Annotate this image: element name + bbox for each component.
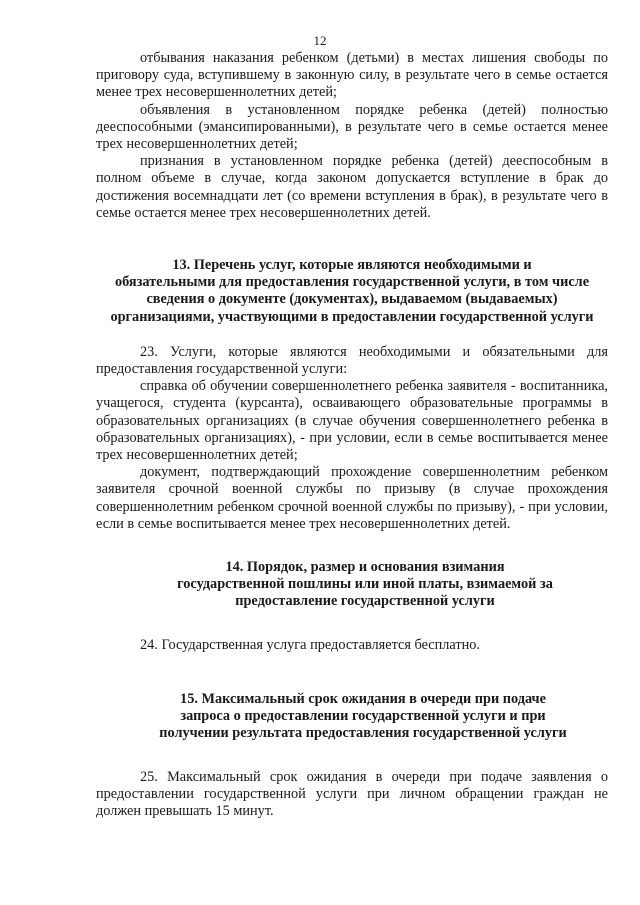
section-13-item-military-document: документ, подтверждающий прохождение совершеннолетним ребенком заявителя срочной военной службы по призыву (в случае прохождения совершеннолетним ребенком срочной военной службы по призыву), - при условии, если в семье воспитывается менее трех несовершеннолетних детей. <box>96 464 608 532</box>
section-13-heading <box>96 257 608 326</box>
heading-line: 13. Перечень услуг, которые являются необходимыми и <box>172 257 532 274</box>
heading-line: организациями, участвующими в предоставлении государственной услуги <box>110 308 594 325</box>
section-13-item-certificate: справка об обучении совершеннолетнего ребенка заявителя - воспитанника, учащегося, студента (курсанта), осваивающего образовательные программы в образовательных организациях (в случае обучения совершеннолетнего ребенка в образовательных организациях), - при условии, если в семье воспитывается менее трех несовершеннолетних детей; <box>96 378 608 464</box>
section-15-heading <box>96 691 608 743</box>
intro-item-3: признания в установленном порядке ребенка (детей) дееспособным в полном объеме в случае, когда законом допускается вступление в брак до достижения восемнадцати лет (со времени вступления в брак), в результате чего в семье остается менее трех несовершеннолетних детей. <box>96 153 608 221</box>
page-number: 12 <box>313 33 327 48</box>
intro-item-1: отбывания наказания ребенком (детьми) в местах лишения свободы по приговору суда, вступившему в законную силу, в результате чего в семье остается менее трех несовершеннолетних детей; <box>96 50 608 101</box>
heading-line: обязательными для предоставления государственной услуги, в том числе <box>114 274 590 291</box>
section-15-paragraph-25: 25. Максимальный срок ожидания в очереди при подаче заявления о предоставлении государственной услуги при личном обращении граждан не должен превышать 15 минут. <box>96 768 608 819</box>
section-14-heading <box>96 559 608 611</box>
page-content <box>96 50 608 820</box>
section-13-paragraph-23: 23. Услуги, которые являются необходимыми и обязательными для предоставления государственной услуги: <box>96 343 608 378</box>
heading-line: 15. Максимальный срок ожидания в очереди при подаче <box>180 690 546 707</box>
heading-line: предоставление государственной услуги <box>235 593 495 610</box>
heading-line: запроса о предоставлении государственной услуги и при <box>180 708 546 725</box>
section-14-paragraph-24: 24. Государственная услуга предоставляется бесплатно. <box>140 636 480 653</box>
heading-line: сведения о документе (документах), выдаваемом (выдаваемых) <box>146 291 558 308</box>
heading-line: 14. Порядок, размер и основания взимания <box>225 559 505 576</box>
intro-item-2: объявления в установленном порядке ребенка (детей) полностью дееспособными (эмансипированными), в результате чего в семье остается менее трех несовершеннолетних детей; <box>96 101 608 153</box>
heading-line: получении результата предоставления государственной услуги <box>159 725 567 742</box>
heading-line: государственной пошлины или иной платы, взимаемой за <box>177 576 553 593</box>
